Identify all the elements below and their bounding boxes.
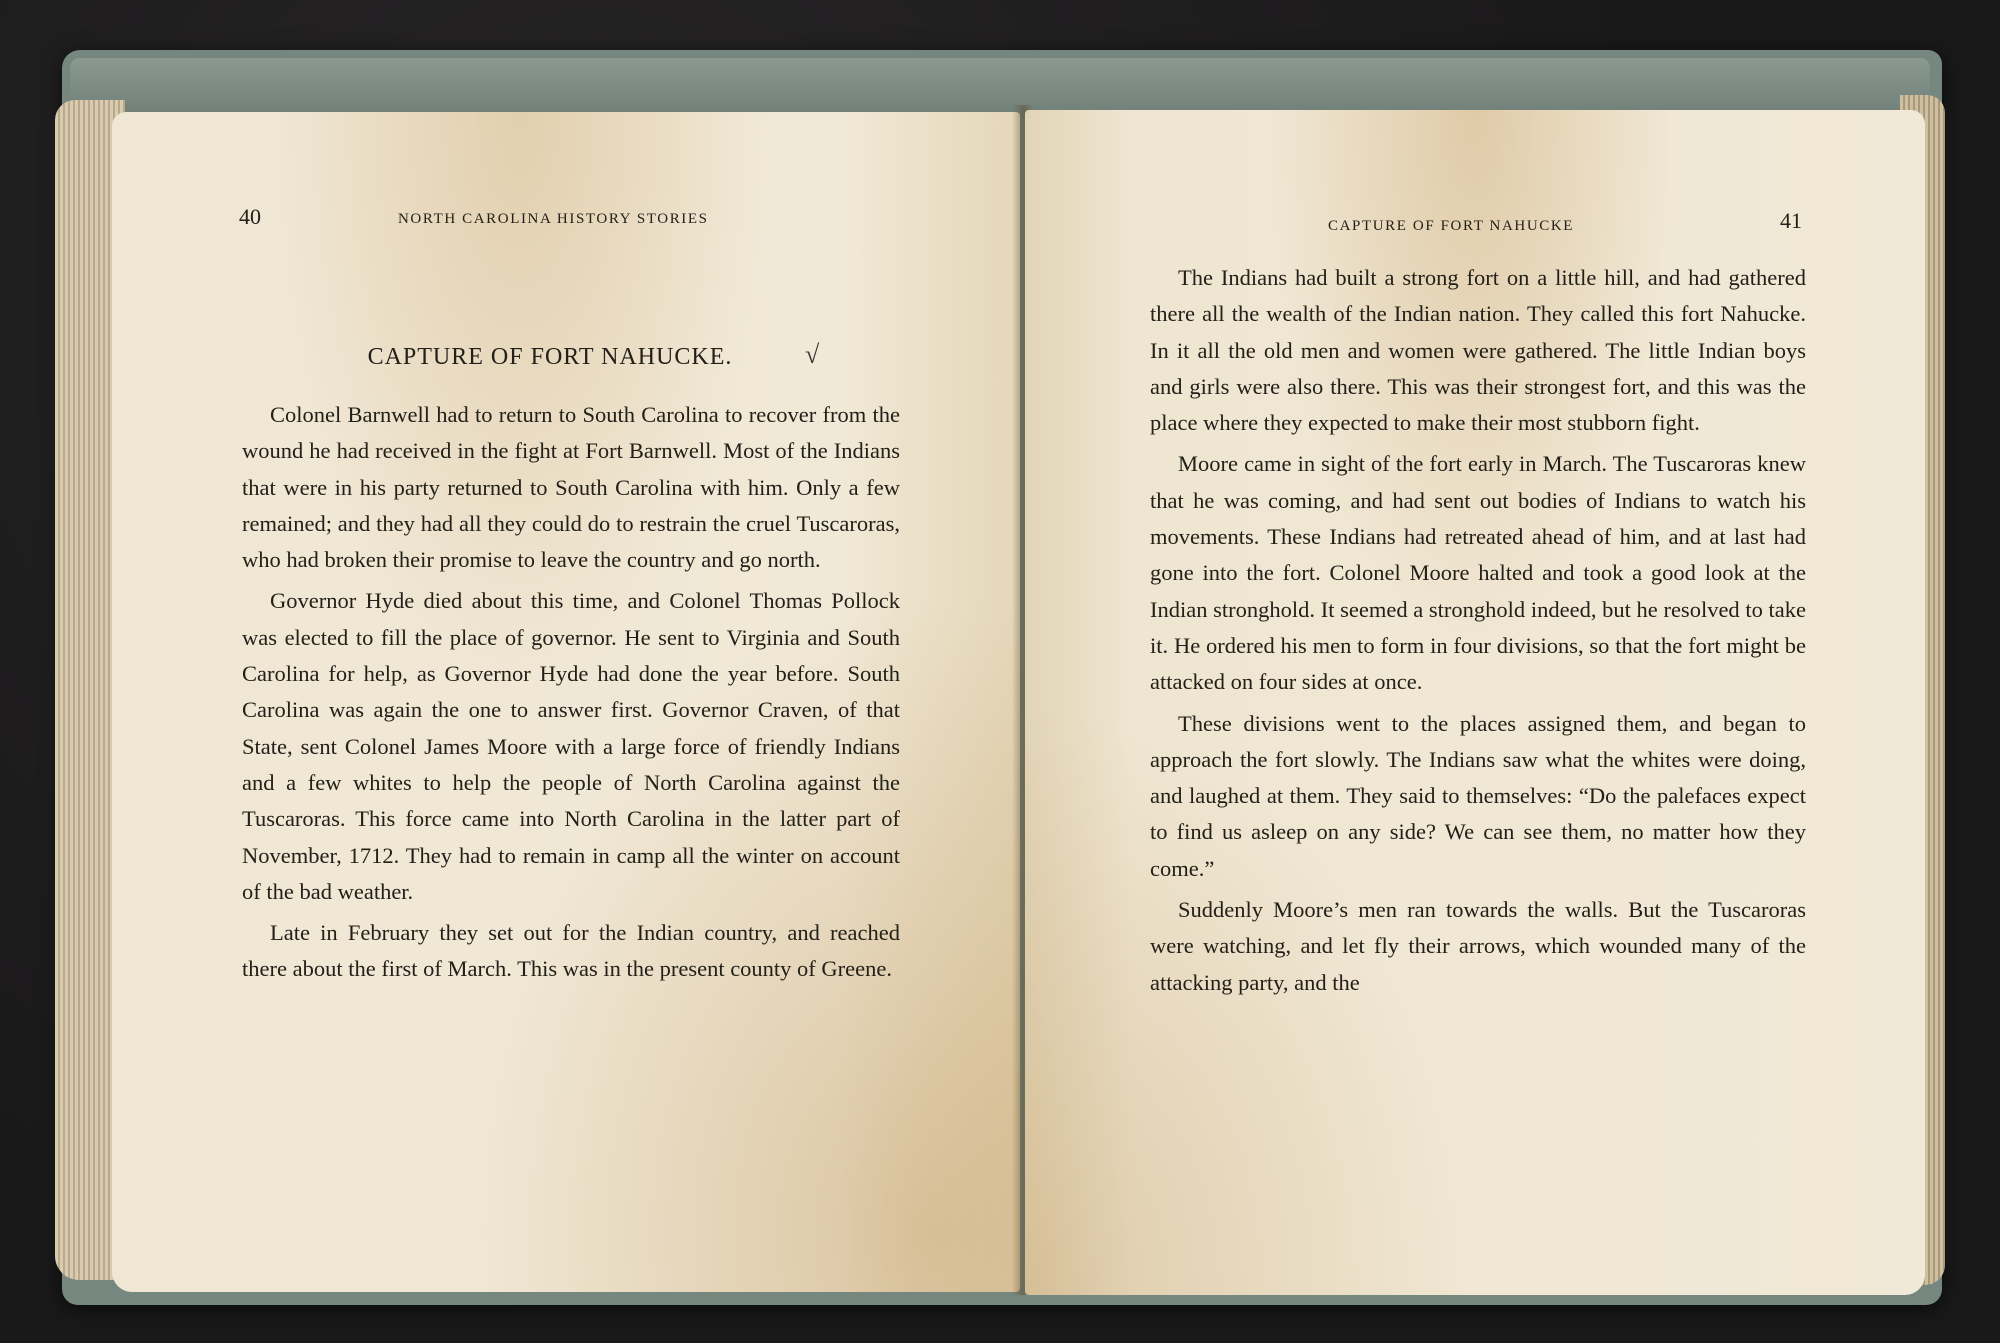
paragraph: Moore came in sight of the fort early in March. The Tuscaroras knew that he was coming, and had sent out bodies of Indians to watch his movements. These Indians had retreated ahead of him, and at last had gone into the fort. Colonel Moore halted and took a good look at the Indian stronghold. It seemed a stronghold indeed, but he resolved to take it. He ordered his men to form in four divisions, so that the fort might be attacked on four sides at once. — [1150, 451, 1806, 695]
paragraph: Governor Hyde died about this time, and Colonel Thomas Pollock was elected to fill the place of governor. He sent to Virginia and South Carolina for help, as Governor Hyde had done the year before. South Carolina was again the one to answer first. Governor Craven, of that State, sent Colonel James Moore with a large force of friendly Indians and a few whites to help the people of North Carolina against the Tuscaroras. This force came into North Carolina in the latter part of November, 1712. They had to remain in camp all the winter on account of the bad weather. — [242, 588, 900, 904]
page-number-right: 41 — [1780, 208, 1802, 233]
paragraph: Late in February they set out for the Indian country, and reached there about the first of March. This was in the present county of Greene. — [242, 920, 900, 982]
page-number-left: 40 — [239, 204, 261, 229]
paragraph: Suddenly Moore’s men ran towards the walls. But the Tuscaroras were watching, and let fly their arrows, which wounded many of the attacking party, and the — [1150, 897, 1806, 995]
left-page — [112, 112, 1020, 1292]
right-page — [1025, 110, 1925, 1295]
left-page-body — [242, 397, 900, 993]
chapter-title: CAPTURE OF FORT NAHUCKE. — [367, 344, 733, 370]
running-head-left: NORTH CAROLINA HISTORY STORIES — [398, 211, 709, 227]
paragraph: The Indians had built a strong fort on a little hill, and had gathered there all the wealth of the Indian nation. They called this fort Nahucke. In it all the old men and women were gathered. The little Indian boys and girls were also there. This was their strongest fort, and this was the place where they expected to make their most stubborn fight. — [1150, 265, 1806, 436]
check-mark: √ — [805, 340, 820, 369]
right-page-body — [1150, 260, 1806, 1006]
paragraph: These divisions went to the places assigned them, and began to approach the fort slowly. The Indians saw what the whites were doing, and laughed at them. They said to themselves: “Do the palefaces expect to find us asleep on any side? We can see them, no matter how they come.” — [1150, 710, 1806, 881]
running-head-right: CAPTURE OF FORT NAHUCKE — [1328, 218, 1575, 234]
paragraph: Colonel Barnwell had to return to South Carolina to recover from the wound he had received in the fight at Fort Barnwell. Most of the Indians that were in his party returned to South Carolina with him. Only a few remained; and they had all they could do to restrain the cruel Tuscaroras, who had broken their promise to leave the country and go north. — [242, 402, 900, 573]
book-spine-top — [70, 58, 1930, 118]
